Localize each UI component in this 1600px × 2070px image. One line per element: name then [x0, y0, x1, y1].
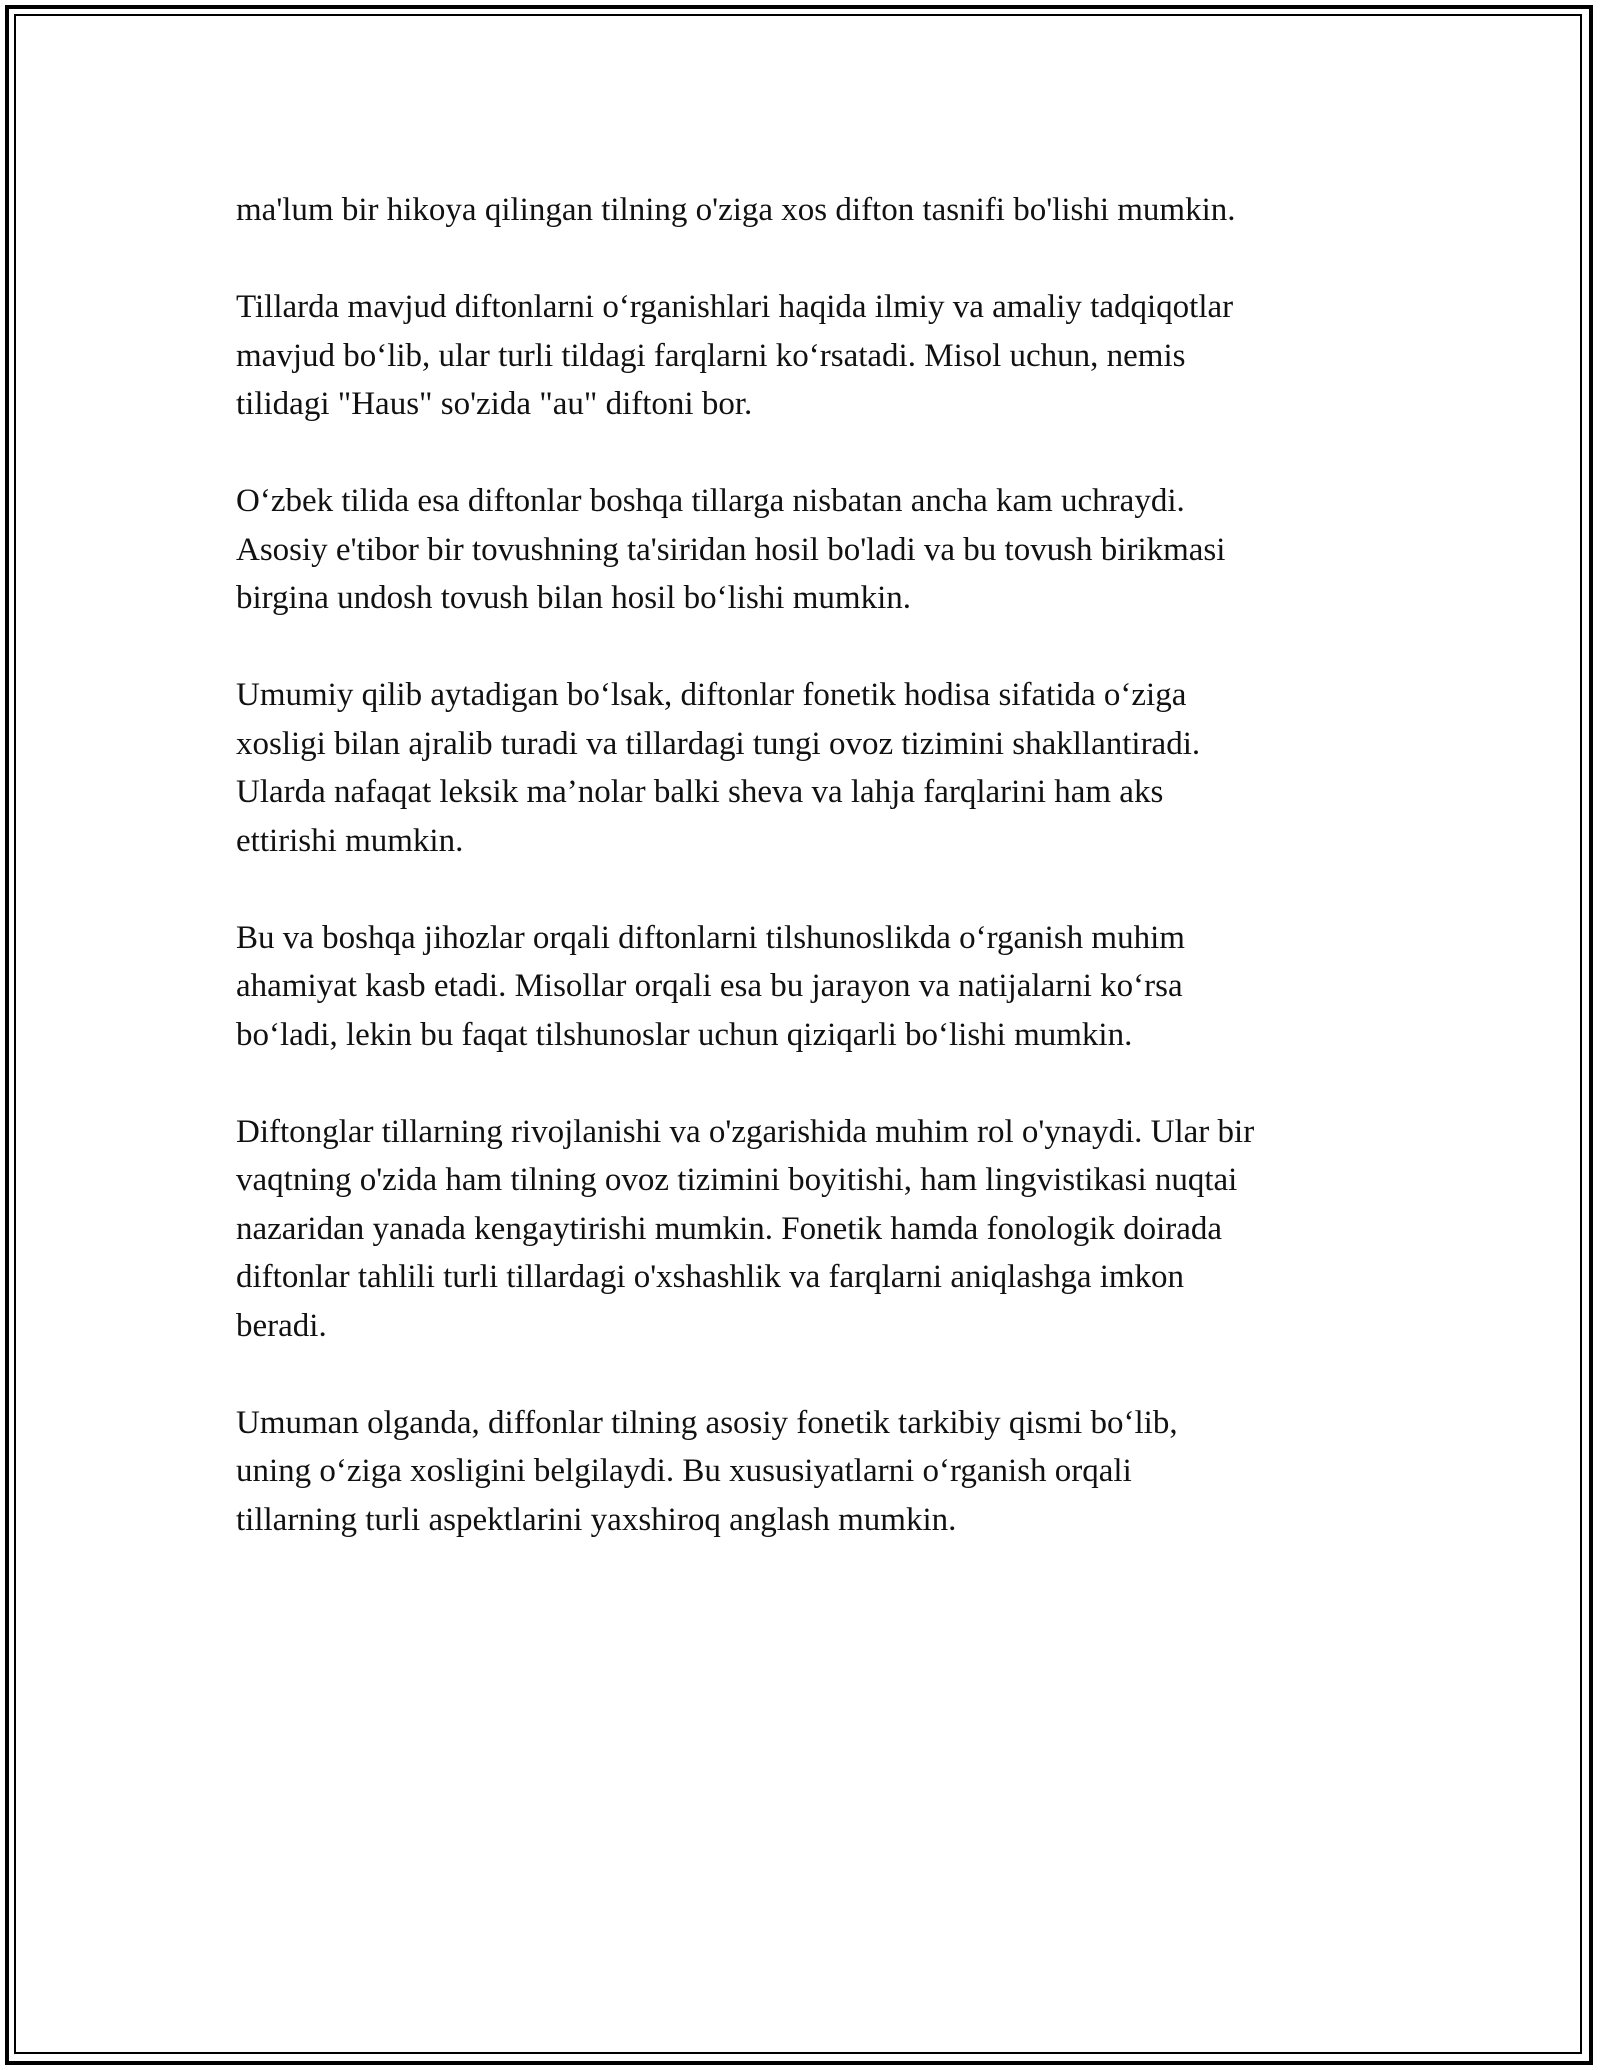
document-body — [236, 186, 1386, 1593]
paragraph-4: Umumiy qilib aytadigan bo‘lsak, diftonlar fonetik hodisa sifatida o‘ziga xosligi bilan ajralib turadi va tillardagi tungi ovoz tizimini shakllantiradi. Ularda nafaqat leksik ma’nolar balki sheva va lahja farqlarini ham aks ettirishi mumkin. — [236, 677, 1201, 859]
paragraph-2: Tillarda mavjud diftonlarni o‘rganishlari haqida ilmiy va amaliy tadqiqotlar mavjud bo‘lib, ular turli tildagi farqlarni ko‘rsatadi. Misol uchun, nemis tilidagi "Haus" so'zida "au" diftoni bor. — [236, 289, 1234, 422]
paragraph-1: ma'lum bir hikoya qilingan tilning o'ziga xos difton tasnifi bo'lishi mumkin. — [236, 192, 1236, 228]
paragraph-3: O‘zbek tilida esa diftonlar boshqa tillarga nisbatan ancha kam uchraydi. Asosiy e'tibor bir tovushning ta'siridan hosil bo'ladi va bu tovush birikmasi birgina undosh tovush bilan hosil bo‘lishi mumkin. — [236, 483, 1226, 616]
paragraph-6: Diftonglar tillarning rivojlanishi va o'zgarishida muhim rol o'ynaydi. Ular bir vaqtning o'zida ham tilning ovoz tizimini boyitishi, ham lingvistikasi nuqtai nazaridan yanada kengaytirishi mumkin. Fonetik hamda fonologik doirada diftonlar tahlili turli tillardagi o'xshashlik va farqlarni aniqlashga imkon beradi. — [236, 1113, 1255, 1344]
paragraph-7: Umuman olganda, diffonlar tilning asosiy fonetik tarkibiy qismi bo‘lib, uning o‘ziga xosligini belgilaydi. Bu xususiyatlarni o‘rganish orqali tillarning turli aspektlarini yaxshiroq anglash mumkin. — [236, 1404, 1178, 1538]
paragraph-5: Bu va boshqa jihozlar orqali diftonlarni tilshunoslikda o‘rganish muhim ahamiyat kasb etadi. Misollar orqali esa bu jarayon va natijalarni ko‘rsa bo‘ladi, lekin bu faqat tilshunoslar uchun qiziqarli bo‘lishi mumkin. — [236, 919, 1185, 1053]
